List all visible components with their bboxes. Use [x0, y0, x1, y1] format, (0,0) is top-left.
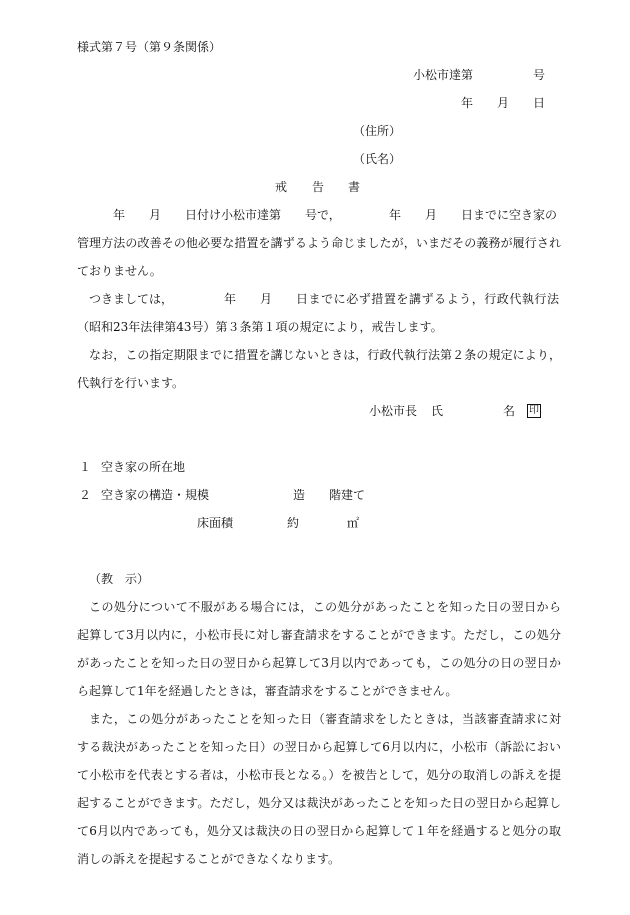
order-reference: 日付け小松市達第 [185, 208, 282, 222]
notice-line: 日までに必ず措置を講ずるよう，行政代執行法 [296, 292, 559, 306]
date-month: 月 [497, 96, 510, 110]
notice-line: 管理方法の改善その他必要な措置を講ずるよう命じましたが，いまだその義務が履行され [77, 236, 561, 250]
signature-name-label: 名 [503, 404, 516, 418]
notice-line: 代執行を行います。 [77, 376, 185, 390]
deadline-text: 日までに空き家の [461, 208, 558, 222]
title-char: 告 [312, 180, 325, 194]
floors-suffix: 階建て [329, 488, 366, 502]
instruction-line: 起算して3月以内に，小松市長に対し審査請求をすることができます。ただし，この処分 [77, 628, 561, 642]
instruction-line: て小松市を代表とする者は，小松市長となる。）を被告として，処分の取消しの訴えを提 [77, 768, 561, 782]
notice-line: ておりません。 [77, 264, 162, 278]
date-year: 年 [461, 96, 474, 110]
item-label: 空き家の所在地 [101, 460, 186, 474]
instruction-line: ら起算して1年を経過したときは，審査請求をすることができません。 [77, 684, 458, 698]
doc-number-suffix: 号 [533, 68, 546, 82]
notice-lead: つきましては， [89, 292, 174, 306]
doc-number-prefix: 小松市達第 [413, 68, 474, 82]
instruction-line: する裁決があったことを知った日）の翌日から起算して6月以内に，小松市（訴訟におい [77, 740, 561, 754]
form-number: 様式第７号（第９条関係） [77, 40, 222, 54]
deadline-year: 年 [389, 208, 402, 222]
date-day: 日 [533, 96, 546, 110]
instruction-line: この処分について不服がある場合には，この処分があったことを知った日の翌日から [89, 600, 561, 614]
final-deadline-month: 月 [260, 292, 273, 306]
floor-area-approx: 約 [287, 516, 300, 530]
recipient-name-label: （氏名） [353, 152, 402, 166]
signature-name-label: 氏 [431, 404, 444, 418]
deadline-month: 月 [425, 208, 438, 222]
order-month: 月 [149, 208, 162, 222]
recipient-address-label: （住所） [353, 124, 402, 138]
item-label: 空き家の構造・規模 [101, 488, 210, 502]
structure-suffix: 造 [293, 488, 306, 502]
item-number: １ [79, 460, 92, 474]
title-char: 書 [348, 180, 361, 194]
instruction-line: があったことを知った日の翌日から起算して3月以内であっても，この処分の日の翌日か [77, 656, 561, 670]
order-year: 年 [113, 208, 126, 222]
instruction-line: また，この処分があったことを知った日（審査請求をしたときは，当該審査請求に対 [89, 712, 561, 726]
seal-mark: 印 [529, 405, 539, 416]
item-number: ２ [79, 488, 92, 502]
notice-line: （昭和23年法律第43号）第３条第１項の規定により，戒告します。 [77, 320, 443, 334]
final-deadline-year: 年 [224, 292, 237, 306]
instruction-heading: （教 示） [89, 572, 150, 586]
title-char: 戒 [275, 180, 288, 194]
instruction-line: て6月以内であっても，処分又は裁決の日の翌日から起算して１年を経過すると処分の取 [77, 824, 561, 838]
notice-line: なお，この指定期限までに措置を講じないときは，行政代執行法第２条の規定により， [89, 348, 561, 362]
floor-area-label: 床面積 [197, 516, 234, 530]
instruction-line: 消しの訴えを提起することができなくなります。 [77, 852, 341, 866]
floor-area-unit: ㎡ [347, 516, 360, 530]
signature-title: 小松市長 [369, 404, 418, 418]
order-number: 号で， [305, 208, 341, 222]
instruction-line: 起することができます。ただし，処分又は裁決があったことを知った日の翌日から起算し [77, 796, 561, 810]
